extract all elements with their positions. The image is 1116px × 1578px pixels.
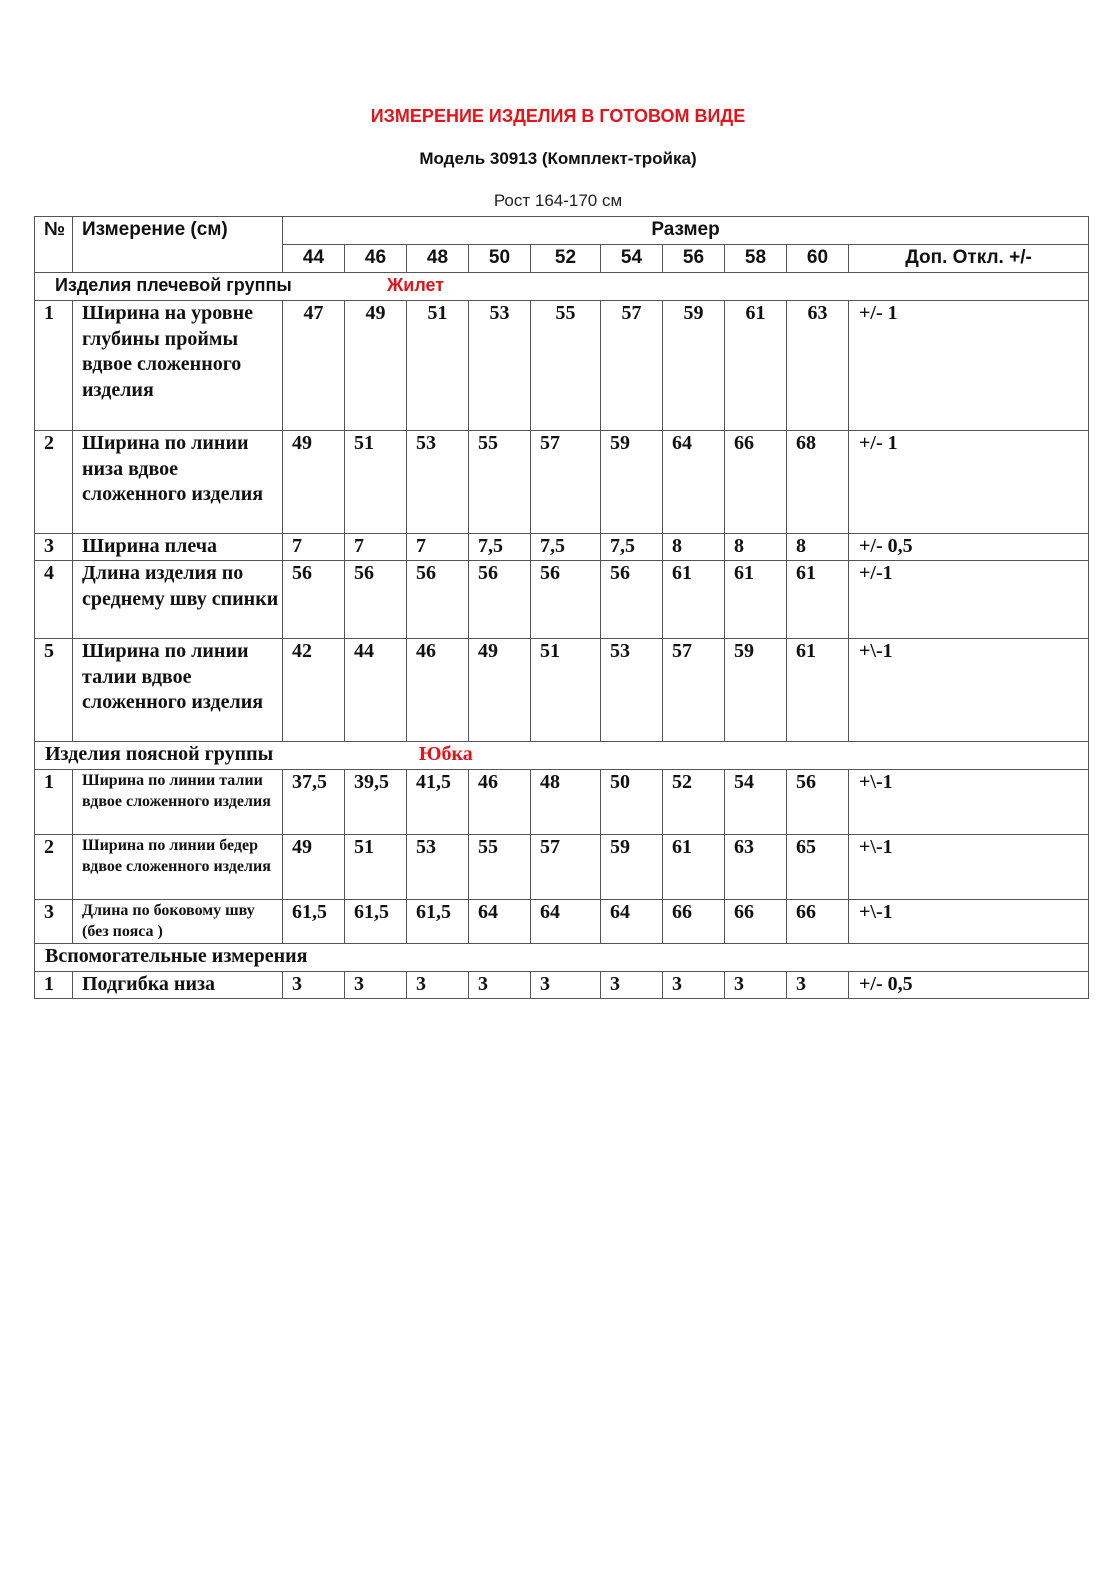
section-header	[35, 742, 1089, 770]
size-value: 57	[531, 431, 601, 534]
size-value: 57	[601, 301, 663, 431]
size-value: 50	[601, 770, 663, 835]
size-value: 42	[283, 639, 345, 742]
size-value: 64	[601, 900, 663, 944]
size-value: 59	[601, 431, 663, 534]
size-header: 56	[663, 245, 725, 273]
row-number: 3	[35, 534, 73, 561]
measurement-name: Ширина по линии бедер вдвое сложенного изделия	[73, 835, 283, 900]
document-title: ИЗМЕРЕНИЕ ИЗДЕЛИЯ В ГОТОВОМ ВИДЕ	[370, 106, 746, 126]
size-value: 55	[469, 835, 531, 900]
size-value: 61	[787, 639, 849, 742]
size-value: 56	[531, 561, 601, 639]
size-header: 44	[283, 245, 345, 273]
measurement-name: Ширина плеча	[73, 534, 283, 561]
size-value: 49	[345, 301, 407, 431]
header-measure: Измерение (см)	[73, 217, 283, 273]
size-value: 41,5	[407, 770, 469, 835]
measurement-name: Ширина по линии талии вдвое сложенного изделия	[73, 639, 283, 742]
size-value: 61	[725, 301, 787, 431]
row-number: 2	[35, 835, 73, 900]
measurement-name: Длина по боковому шву (без пояса )	[73, 900, 283, 944]
measurement-row	[35, 770, 1089, 835]
section-label: Вспомогательные измерения	[45, 945, 308, 967]
size-value: 3	[531, 972, 601, 999]
row-number: 5	[35, 639, 73, 742]
header-row-top	[35, 217, 1089, 245]
size-value: 3	[787, 972, 849, 999]
size-value: 3	[725, 972, 787, 999]
measurement-name: Подгибка низа	[73, 972, 283, 999]
size-value: 61	[787, 561, 849, 639]
size-value: 44	[345, 639, 407, 742]
size-value: 7	[283, 534, 345, 561]
row-number: 1	[35, 301, 73, 431]
measurement-table	[34, 216, 1089, 999]
size-value: 46	[469, 770, 531, 835]
size-value: 59	[601, 835, 663, 900]
size-value: 3	[407, 972, 469, 999]
size-value: 64	[469, 900, 531, 944]
size-value: 66	[725, 431, 787, 534]
size-value: 56	[469, 561, 531, 639]
size-value: 8	[725, 534, 787, 561]
measurement-name: Длина изделия по среднему шву спинки	[73, 561, 283, 639]
size-header: 58	[725, 245, 787, 273]
size-value: 3	[469, 972, 531, 999]
size-value: 54	[725, 770, 787, 835]
section-row	[35, 944, 1089, 972]
size-value: 56	[787, 770, 849, 835]
size-value: 55	[531, 301, 601, 431]
section-product: Жилет	[387, 275, 445, 295]
size-value: 7,5	[531, 534, 601, 561]
measurement-name: Ширина по линии низа вдвое сложенного изделия	[73, 431, 283, 534]
row-number: 4	[35, 561, 73, 639]
size-value: 56	[407, 561, 469, 639]
size-value: 64	[531, 900, 601, 944]
section-row	[35, 273, 1089, 301]
size-value: 66	[787, 900, 849, 944]
size-value: 61,5	[283, 900, 345, 944]
size-value: 68	[787, 431, 849, 534]
tolerance-value: +/-1	[849, 561, 1089, 639]
measurement-row	[35, 301, 1089, 431]
size-value: 48	[531, 770, 601, 835]
size-value: 3	[283, 972, 345, 999]
size-value: 63	[787, 301, 849, 431]
size-value: 66	[663, 900, 725, 944]
size-value: 51	[531, 639, 601, 742]
header-no: №	[35, 217, 73, 273]
size-value: 8	[663, 534, 725, 561]
measurement-row	[35, 561, 1089, 639]
size-value: 39,5	[345, 770, 407, 835]
size-header: 46	[345, 245, 407, 273]
size-header: 50	[469, 245, 531, 273]
section-row	[35, 742, 1089, 770]
size-value: 51	[345, 835, 407, 900]
size-value: 53	[469, 301, 531, 431]
size-header: 48	[407, 245, 469, 273]
size-value: 3	[345, 972, 407, 999]
size-value: 63	[725, 835, 787, 900]
size-value: 64	[663, 431, 725, 534]
size-value: 59	[725, 639, 787, 742]
size-value: 65	[787, 835, 849, 900]
measurement-row	[35, 972, 1089, 999]
tolerance-header: Доп. Откл. +/-	[849, 245, 1089, 273]
size-header: 60	[787, 245, 849, 273]
tolerance-value: +\-1	[849, 900, 1089, 944]
size-value: 56	[283, 561, 345, 639]
size-value: 51	[407, 301, 469, 431]
size-value: 3	[663, 972, 725, 999]
height-range: Рост 164-170 см	[493, 191, 623, 210]
size-value: 52	[663, 770, 725, 835]
size-value: 57	[663, 639, 725, 742]
row-number: 1	[35, 770, 73, 835]
section-product: Юбка	[419, 743, 473, 765]
size-value: 7,5	[601, 534, 663, 561]
tolerance-value: +/- 1	[849, 301, 1089, 431]
section-header	[35, 944, 1089, 972]
size-value: 51	[345, 431, 407, 534]
section-label: Изделия поясной группы	[45, 743, 274, 765]
measurement-row	[35, 900, 1089, 944]
size-value: 55	[469, 431, 531, 534]
size-value: 57	[531, 835, 601, 900]
size-value: 56	[345, 561, 407, 639]
size-value: 61,5	[407, 900, 469, 944]
tolerance-value: +\-1	[849, 770, 1089, 835]
size-value: 53	[407, 835, 469, 900]
size-value: 53	[601, 639, 663, 742]
size-value: 61	[725, 561, 787, 639]
row-number: 3	[35, 900, 73, 944]
tolerance-value: +\-1	[849, 639, 1089, 742]
size-header: 52	[531, 245, 601, 273]
section-header	[35, 273, 1089, 301]
size-value: 53	[407, 431, 469, 534]
size-value: 3	[601, 972, 663, 999]
measurement-name: Ширина на уровне глубины проймы вдвое сложенного изделия	[73, 301, 283, 431]
header-size-group: Размер	[283, 217, 1089, 245]
size-value: 46	[407, 639, 469, 742]
row-number: 1	[35, 972, 73, 999]
size-value: 49	[469, 639, 531, 742]
size-value: 8	[787, 534, 849, 561]
size-value: 47	[283, 301, 345, 431]
size-value: 61	[663, 561, 725, 639]
measurement-row	[35, 835, 1089, 900]
row-number: 2	[35, 431, 73, 534]
tolerance-value: +\-1	[849, 835, 1089, 900]
tolerance-value: +/- 0,5	[849, 534, 1089, 561]
measurement-row	[35, 534, 1089, 561]
size-value: 49	[283, 835, 345, 900]
size-value: 7	[407, 534, 469, 561]
model-name: Модель 30913 (Комплект-тройка)	[419, 149, 697, 168]
tolerance-value: +/- 1	[849, 431, 1089, 534]
section-label: Изделия плечевой группы	[55, 275, 292, 295]
size-value: 56	[601, 561, 663, 639]
size-value: 7	[345, 534, 407, 561]
size-value: 66	[725, 900, 787, 944]
size-header: 54	[601, 245, 663, 273]
measurement-row	[35, 431, 1089, 534]
tolerance-value: +/- 0,5	[849, 972, 1089, 999]
size-value: 61	[663, 835, 725, 900]
size-value: 7,5	[469, 534, 531, 561]
size-value: 49	[283, 431, 345, 534]
size-value: 37,5	[283, 770, 345, 835]
measurement-name: Ширина по линии талии вдвое сложенного изделия	[73, 770, 283, 835]
size-value: 61,5	[345, 900, 407, 944]
measurement-row	[35, 639, 1089, 742]
size-value: 59	[663, 301, 725, 431]
